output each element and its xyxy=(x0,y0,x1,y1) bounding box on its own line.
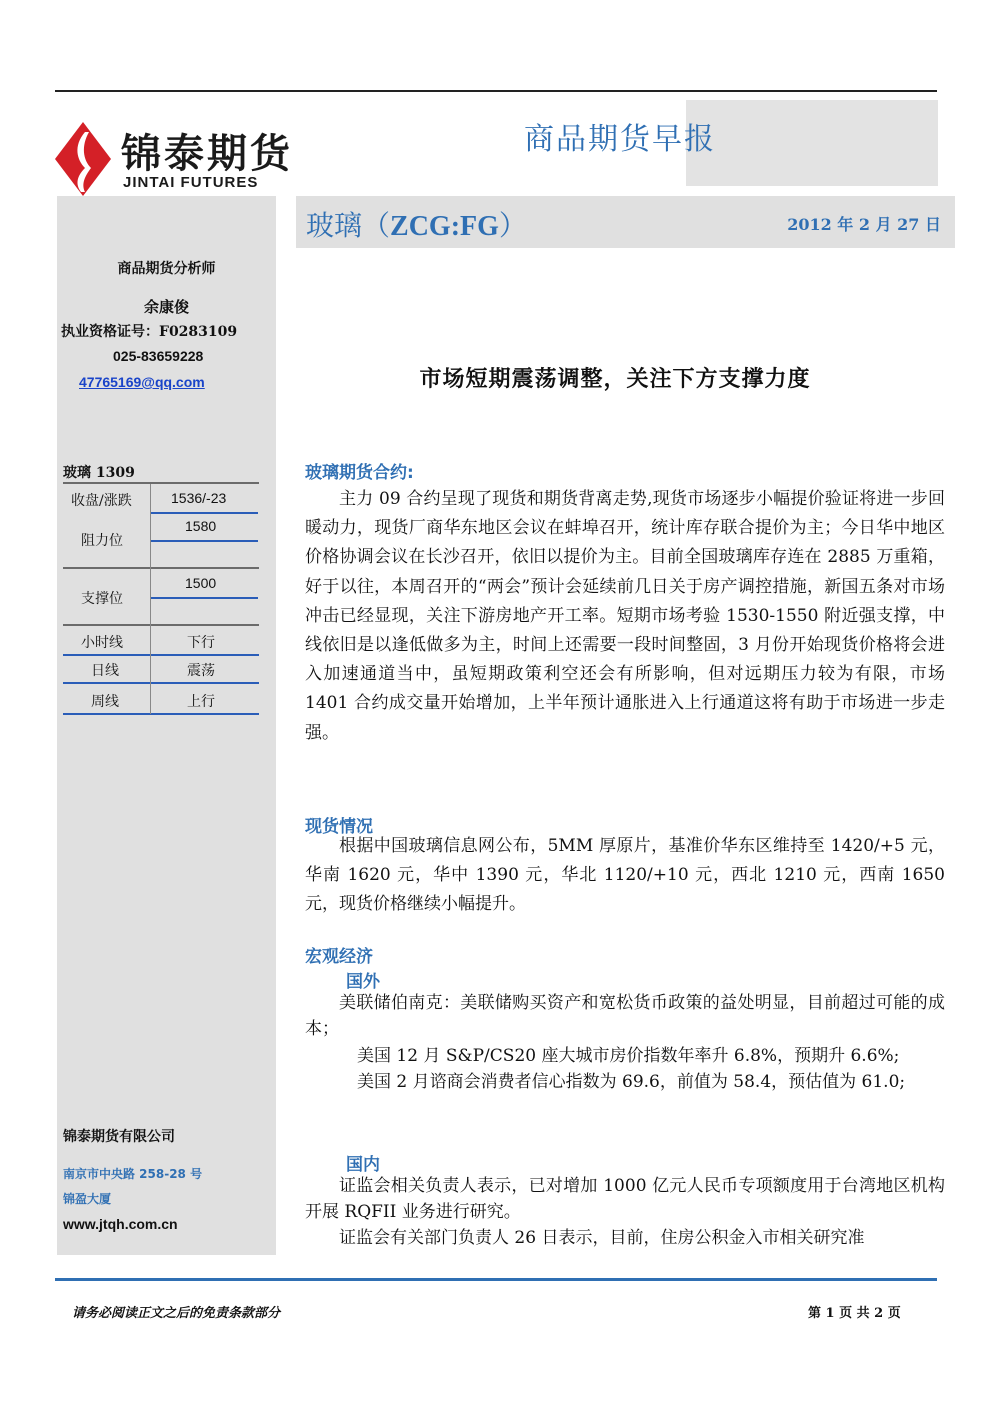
table-column-divider xyxy=(150,484,151,714)
section-body-futures: 主力 09 合约呈现了现货和期货背离走势,现货市场逐步小幅提价验证将进一步回暖动力，现货厂商华东地区会议在蚌埠召开，统计库存联合提价为主；今日华中地区价格协调会议在长沙召开，依旧以提价为主。目前全国玻璃库存连在 2885 万重箱，好于以往，本周召开的“两会”预计会延续前几日关于房产调控措施，新国五条对市场冲击已经显现，关注下游房地产开工率。短期市场考验 1530-1550 附近强支撑，中线依旧是以逢低做多为主，时间上还需要一段时间整固，3 月份开始现货价格将会进入加速通道当中，虽短期政策利空还会有所影响，但对远期压力较为有限，市场 1401 合约成交量开始增加，上半年预计通胀进入上行通道这将有助于市场进一步走强。 xyxy=(305,489,945,743)
logo-name-en: JINTAI FUTURES xyxy=(123,174,259,191)
section-heading-spot: 现货情况 xyxy=(305,817,373,837)
subsection-heading-foreign: 国外 xyxy=(346,972,380,992)
product-header-bar xyxy=(296,196,955,248)
domestic-body: 证监会相关负责人表示，已对增加 1000 亿元人民币专项额度用于台湾地区机构开展 RQFII 业务进行研究。 xyxy=(305,1176,945,1223)
row-rule xyxy=(150,597,258,599)
row-label-weekly: 周线 xyxy=(91,694,119,710)
subsection-heading-domestic: 国内 xyxy=(346,1155,380,1175)
row-label-daily: 日线 xyxy=(91,663,119,679)
analyst-license: 执业资格证号：F0283109 xyxy=(61,324,238,340)
row-rule xyxy=(150,512,258,514)
row-rule xyxy=(63,624,259,626)
foreign-item: 美国 12 月 S&P/CS20 座大城市房价指数年率升 6.8%，预期升 6.6%; xyxy=(357,1046,900,1066)
row-rule xyxy=(63,682,259,684)
row-label-resistance: 阻力位 xyxy=(81,533,123,549)
analyst-phone: 025-83659228 xyxy=(113,348,204,364)
company-address-line1: 南京市中央路 258-28 号 xyxy=(63,1167,203,1181)
row-rule xyxy=(63,567,259,569)
product-title xyxy=(306,204,527,244)
domestic-body: 证监会有关部门负责人 26 日表示，目前，住房公积金入市相关研究准 xyxy=(339,1228,865,1248)
product-close-paren: ） xyxy=(498,209,527,242)
section-body-spot: 根据中国玻璃信息网公布，5MM 厚原片，基准价华东区维持至 1420/+5 元，华南 1620 元，华中 1390 元，华北 1120/+10 元，西北 1210 元，西南 1650 元，现货价格继续小幅提升。 xyxy=(305,836,945,915)
report-type-title: 商品期货早报 xyxy=(524,122,716,157)
row-value-support: 1500 xyxy=(185,575,217,591)
company-logo xyxy=(55,118,293,198)
row-label-close: 收盘/涨跌 xyxy=(71,493,132,509)
row-value-resistance: 1580 xyxy=(185,518,217,534)
report-date: 2012 年 2 月 27 日 xyxy=(787,215,941,234)
company-name: 锦泰期货有限公司 xyxy=(63,1129,175,1145)
sidebar xyxy=(57,196,276,1255)
product-code: ZCG:FG xyxy=(390,211,499,242)
footer-disclaimer: 请务必阅读正文之后的免责条款部分 xyxy=(72,1306,281,1321)
row-rule xyxy=(63,713,259,715)
table-top-rule xyxy=(63,482,259,484)
section-heading-macro: 宏观经济 xyxy=(305,947,373,967)
row-label-support: 支撑位 xyxy=(81,591,123,607)
row-rule xyxy=(150,540,258,542)
top-rule xyxy=(55,90,937,92)
row-value-daily: 震荡 xyxy=(187,663,215,679)
company-address-line2: 锦盈大厦 xyxy=(63,1192,112,1206)
row-value-close: 1536/-23 xyxy=(171,490,227,506)
analyst-name: 余康俊 xyxy=(143,298,189,316)
row-value-hourly: 下行 xyxy=(187,635,215,651)
analyst-role: 商品期货分析师 xyxy=(117,261,216,277)
headline: 市场短期震荡调整，关注下方支撑力度 xyxy=(419,366,811,392)
row-value-weekly: 上行 xyxy=(187,694,215,710)
logo-name-cn: 锦泰期货 xyxy=(121,131,293,177)
product-name: 玻璃（ xyxy=(306,209,391,242)
company-website-link[interactable]: www.jtqh.com.cn xyxy=(63,1216,178,1232)
section-heading-futures: 玻璃期货合约: xyxy=(305,463,414,483)
bottom-rule xyxy=(55,1278,937,1281)
jintai-logo-icon xyxy=(55,122,111,196)
row-rule xyxy=(63,654,259,656)
row-label-hourly: 小时线 xyxy=(81,635,123,651)
analyst-email-link[interactable]: 47765169@qq.com xyxy=(79,374,205,390)
foreign-body: 美联储伯南克：美联储购买资产和宽松货币政策的益处明显，目前超过可能的成本； xyxy=(305,993,945,1040)
foreign-item: 美国 2 月谘商会消费者信心指数为 69.6，前值为 58.4，预估值为 61.0; xyxy=(357,1072,906,1092)
footer-page-number: 第 1 页 共 2 页 xyxy=(808,1306,901,1321)
contract-title: 玻璃 1309 xyxy=(63,465,135,481)
